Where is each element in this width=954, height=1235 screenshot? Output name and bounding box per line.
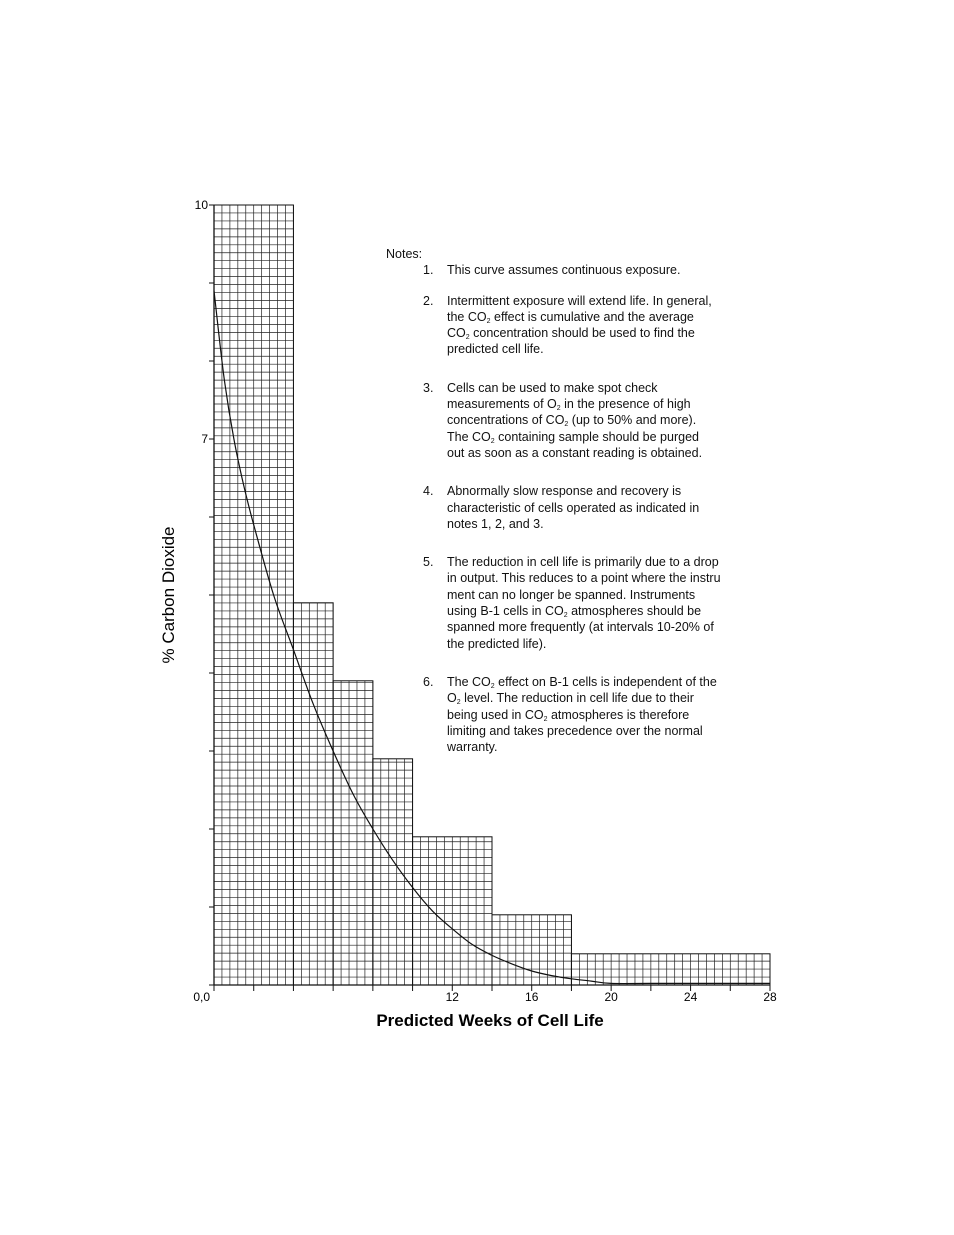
x-tick-label: 28 bbox=[763, 990, 777, 1004]
note-line: The $CO_2$ containing sample should be purged bbox=[447, 429, 699, 445]
note-number: 2. bbox=[423, 293, 434, 308]
note-line: measurements of $O_2$ in the presence of high bbox=[447, 397, 691, 413]
note-item bbox=[386, 380, 766, 461]
note-line: The $CO_2$ effect on B-1 cells is independent of the bbox=[447, 674, 717, 690]
note-line: This curve assumes continuous exposure. bbox=[447, 263, 681, 278]
note-item bbox=[386, 483, 766, 532]
note-line: The reduction in cell life is primarily due to a drop bbox=[447, 555, 719, 570]
y-tick-label: 10 bbox=[194, 198, 208, 212]
note-line: limiting and takes precedence over the normal bbox=[447, 723, 703, 738]
note-number: 4. bbox=[423, 484, 434, 499]
note-line: predicted cell life. bbox=[447, 342, 544, 357]
note-line: characteristic of cells operated as indicated in bbox=[447, 500, 700, 515]
note-line: notes 1, 2, and 3. bbox=[447, 516, 544, 531]
note-line: the $CO_2$ effect is cumulative and the average bbox=[447, 309, 694, 325]
note-number: 1. bbox=[423, 263, 434, 278]
note-line: warranty. bbox=[447, 740, 498, 755]
note-number: 6. bbox=[423, 674, 434, 689]
note-line: Intermittent exposure will extend life. In general, bbox=[447, 293, 712, 308]
note-line: concentrations of $CO_2$ (up to 50% and more). bbox=[447, 413, 697, 429]
note-line: the predicted life). bbox=[447, 636, 547, 651]
note-number: 5. bbox=[423, 555, 434, 570]
grid-block bbox=[373, 759, 413, 985]
note-line: Cells can be used to make spot check bbox=[447, 380, 658, 395]
y-tick-label: 7 bbox=[201, 432, 208, 446]
notes-block bbox=[386, 246, 766, 755]
x-axis-label: Predicted Weeks of Cell Life bbox=[376, 1011, 604, 1030]
note-item bbox=[386, 262, 766, 278]
note-line: $CO_2$ concentration should be used to find the bbox=[447, 326, 695, 342]
note-line: being used in $CO_2$ atmospheres is therefore bbox=[447, 707, 690, 723]
x-tick-label: 16 bbox=[525, 990, 539, 1004]
notes-list bbox=[386, 262, 766, 755]
x-tick-label: 20 bbox=[604, 990, 618, 1004]
note-line: ment can no longer be spanned. Instruments bbox=[447, 587, 696, 602]
note-item bbox=[386, 674, 766, 755]
note-item bbox=[386, 554, 766, 652]
grid-block bbox=[333, 681, 373, 985]
note-line: in output. This reduces to a point where the instru bbox=[447, 571, 721, 586]
y-axis-label: % Carbon Dioxide bbox=[159, 526, 178, 664]
note-line: out as soon as a constant reading is obtained. bbox=[447, 445, 703, 460]
note-number: 3. bbox=[423, 380, 434, 395]
x-tick-label: 24 bbox=[683, 990, 698, 1004]
note-line: using B-1 cells in $CO_2$ atmospheres should be bbox=[447, 604, 702, 620]
note-line: $O_2$ level. The reduction in cell life due to their bbox=[447, 691, 694, 707]
notes-title: Notes: bbox=[386, 247, 423, 261]
origin-label: 0,0 bbox=[193, 990, 210, 1004]
note-line: spanned more frequently (at intervals 10-20% of bbox=[447, 620, 714, 635]
x-tick-label: 12 bbox=[445, 990, 459, 1004]
note-line: Abnormally slow response and recovery is bbox=[447, 484, 682, 499]
note-item bbox=[386, 293, 766, 358]
